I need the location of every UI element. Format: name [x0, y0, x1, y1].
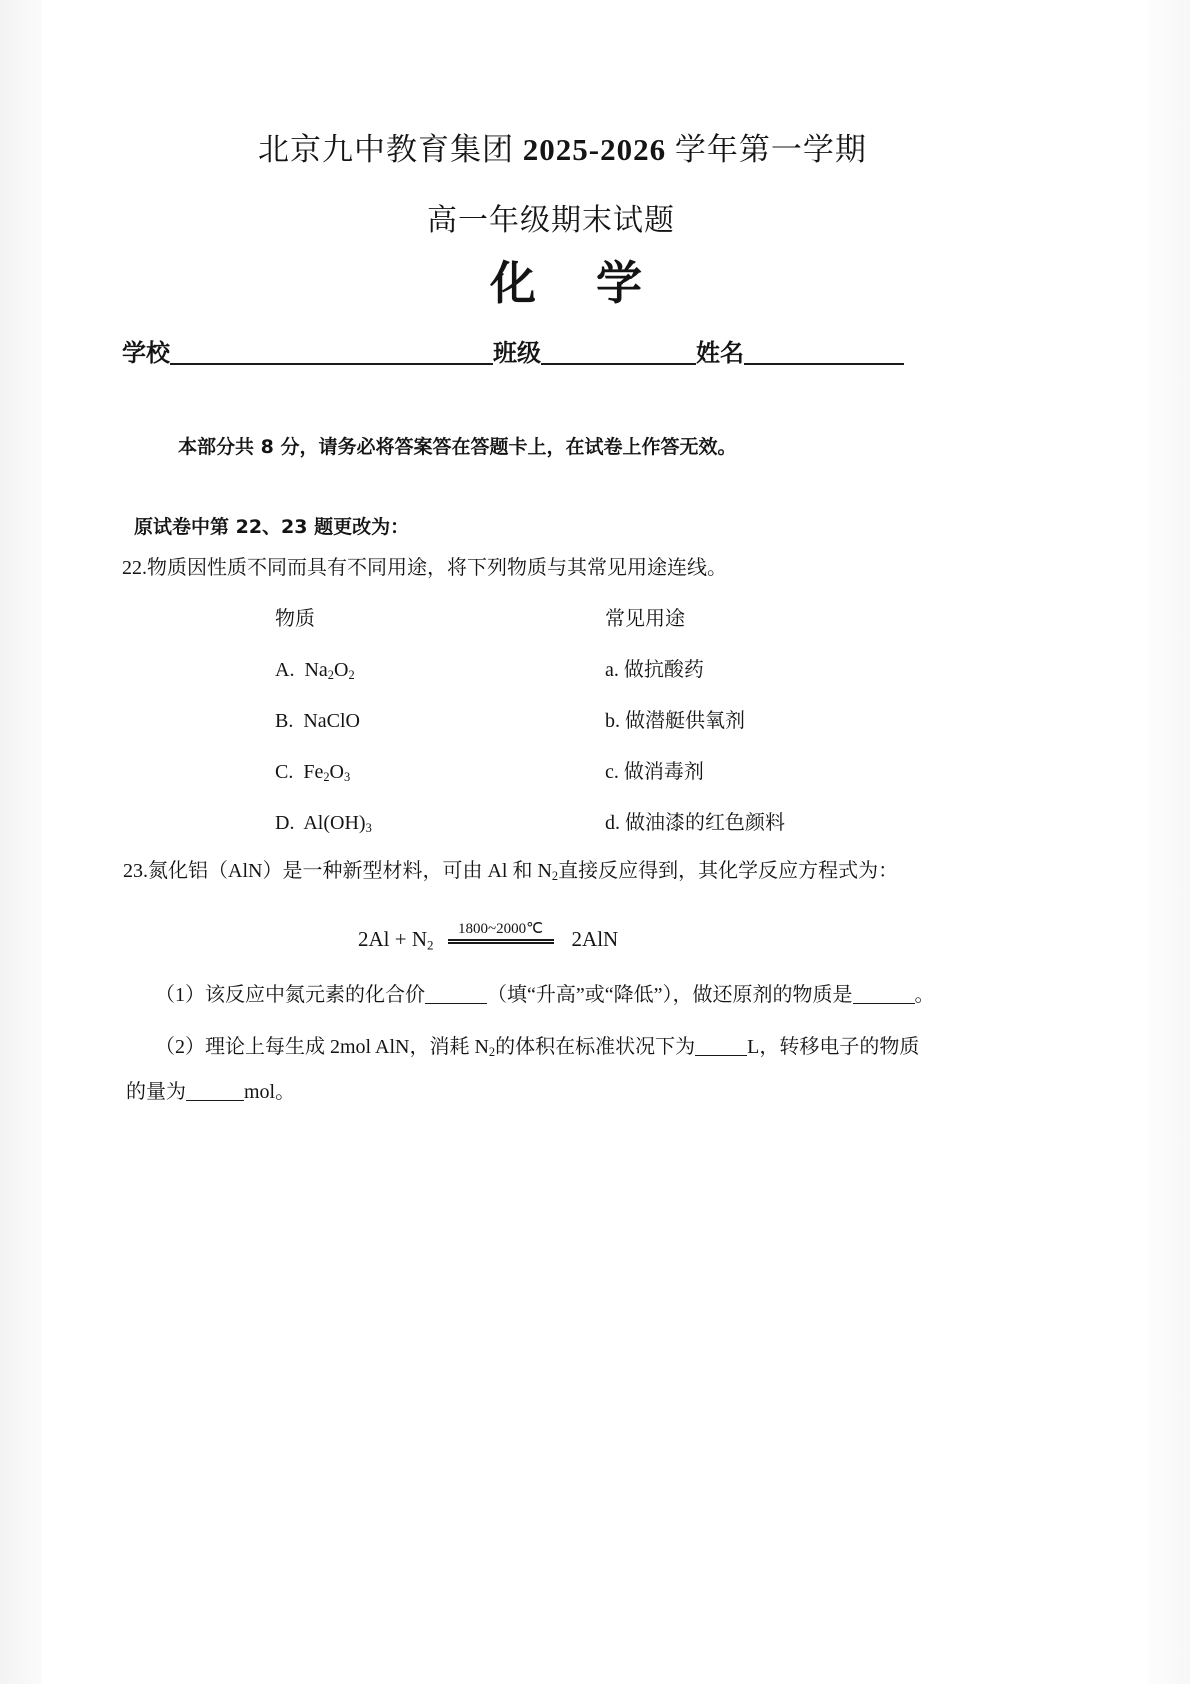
chemical-equation [358, 921, 619, 953]
use-c[interactable]: c. 做消毒剂 [605, 761, 704, 783]
scan-shadow-right [1148, 0, 1190, 1684]
substance-d[interactable]: D. $Al(OH)_3$ [275, 812, 372, 836]
equation-reactants: $2Al + N_2$ [358, 927, 434, 953]
use-column-header: 常见用途 [605, 608, 685, 630]
question-23-part-2-continued: 的量为 mol。 [126, 1081, 296, 1103]
title-suffix: 学年第一学期 [674, 132, 867, 167]
equation-product: 2AlN [571, 927, 619, 951]
subject-heading: 化 学 [490, 256, 665, 310]
title-prefix: 北京九中教育集团 [258, 132, 514, 167]
scan-shadow-left [0, 0, 42, 1684]
question-22-stem: 22.物质因性质不同而具有不同用途，将下列物质与其常见用途连线。 [122, 557, 727, 579]
student-info-fields [122, 341, 904, 365]
question-23-part-2: （2）理论上每生成 2mol AlN，消耗 $N_2$的体积在标准状况下为 L，转移电子的物质 [155, 1036, 920, 1060]
substance-column-header: 物质 [275, 608, 315, 630]
exam-title [258, 134, 867, 165]
school-field[interactable] [170, 341, 493, 365]
question-23-part-1: （1）该反应中氮元素的化合价 （填“升高”或“降低”），做还原剂的物质是 。 [155, 984, 935, 1006]
class-field[interactable] [541, 341, 696, 365]
substance-c[interactable]: C. $Fe_2O_3$ [275, 761, 351, 785]
answer-blank-electron-moles[interactable] [186, 1081, 244, 1101]
answer-blank-volume[interactable] [695, 1036, 747, 1056]
instruction-notice: 本部分共 8 分，请务必将答案答在答题卡上，在试卷上作答无效。 [178, 436, 737, 458]
use-a[interactable]: a. 做抗酸药 [605, 659, 704, 681]
substance-b[interactable]: B. NaClO [275, 710, 361, 732]
answer-blank-reducing-agent[interactable] [853, 984, 915, 1004]
equals-double-line [448, 939, 554, 944]
question-23-stem: 23.氮化铝（AlN）是一种新型材料，可由 Al 和 $N_2$直接反应得到，其化学反应方程式为： [123, 860, 899, 884]
name-label: 姓名 [696, 339, 744, 367]
change-note: 原试卷中第 22、23 题更改为： [134, 516, 410, 538]
use-d[interactable]: d. 做油漆的红色颜料 [605, 812, 785, 834]
reaction-condition: 1800~2000℃ [458, 921, 544, 937]
name-field[interactable] [744, 341, 904, 365]
reaction-condition-arrow [448, 922, 554, 944]
exam-subtitle: 高一年级期末试题 [427, 204, 675, 237]
class-label: 班级 [493, 339, 541, 367]
title-years: 2025-2026 [522, 132, 667, 167]
school-label: 学校 [122, 339, 170, 367]
substance-a[interactable]: A. $Na_2O_2$ [275, 659, 355, 683]
use-b[interactable]: b. 做潜艇供氧剂 [605, 710, 745, 732]
answer-blank-valence[interactable] [425, 984, 487, 1004]
